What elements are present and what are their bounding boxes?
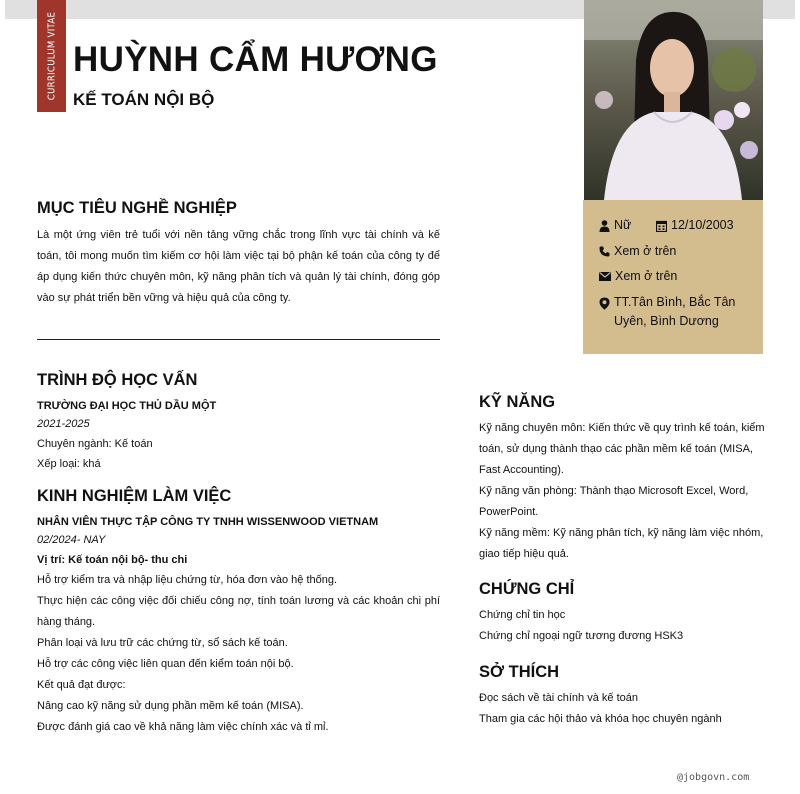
watermark: @jobgovn.com xyxy=(677,772,750,783)
education-school: TRƯỜNG ĐẠI HỌC THỦ DẦU MỘT xyxy=(37,400,217,412)
education-heading: TRÌNH ĐỘ HỌC VẤN xyxy=(37,371,198,389)
experience-line: Hỗ trợ kiểm tra và nhập liệu chứng từ, hóa đơn vào hệ thống. xyxy=(37,574,338,586)
objective-text: Là một ứng viên trẻ tuổi với nền tảng vững chắc trong lĩnh vực tài chính và kế toán, tôi mong muốn tìm kiếm cơ hội làm việc tại bộ phận kế toán của công ty để áp dụng kiến thức chuyên môn, kỹ năng phân tích và quản lý tài chính, đóng góp vào sự phát triển bền vững và hiệu quả của công ty. xyxy=(37,229,440,304)
section-divider xyxy=(37,339,440,340)
experience-details xyxy=(37,570,440,738)
certificates-heading: CHỨNG CHỈ xyxy=(479,580,575,598)
contact-info-box xyxy=(583,200,763,354)
experience-line: Hỗ trợ các công việc liên quan đến kiểm toán nội bộ. xyxy=(37,658,294,670)
phone-row xyxy=(599,242,676,261)
experience-line: Kết quả đạt được: xyxy=(37,679,126,691)
profile-photo xyxy=(584,0,763,200)
skill-item: Kỹ năng chuyên môn: Kiến thức về quy trình kế toán, kiểm toán, sử dụng thành thạo các phần mềm kế toán (MISA, Fast Accounting). xyxy=(479,422,765,476)
skills-list xyxy=(479,418,765,565)
objective-heading: MỤC TIÊU NGHỀ NGHIỆP xyxy=(37,199,237,217)
gender-value: Nữ xyxy=(614,218,632,232)
curriculum-vitae-label: CURRICULUM VITAE xyxy=(46,11,57,101)
skills-heading: KỸ NĂNG xyxy=(479,393,556,411)
education-major: Chuyên ngành: Kế toán xyxy=(37,438,153,450)
phone-icon xyxy=(599,246,610,257)
hobby-item: Tham gia các hội thảo và khóa học chuyên ngành xyxy=(479,713,722,725)
certificate-item: Chứng chỉ ngoại ngữ tương đương HSK3 xyxy=(479,630,684,642)
hobbies-list xyxy=(479,688,765,730)
email-row xyxy=(599,267,677,286)
dob-value: 12/10/2003 xyxy=(671,218,734,232)
hobby-item: Đọc sách về tài chính và kế toán xyxy=(479,692,638,704)
certificates-list xyxy=(479,605,765,647)
user-icon xyxy=(599,220,610,232)
curriculum-vitae-tab xyxy=(37,0,66,112)
location-pin-icon xyxy=(599,297,610,310)
experience-line: Được đánh giá cao về khả năng làm việc chính xác và tỉ mỉ. xyxy=(37,721,329,733)
mail-icon xyxy=(599,271,611,281)
education-period: 2021-2025 xyxy=(37,418,90,430)
candidate-role: KẾ TOÁN NỘI BỘ xyxy=(73,90,215,109)
education-grade: Xếp loại: khá xyxy=(37,458,101,470)
experience-line: Phân loại và lưu trữ các chứng từ, sổ sách kế toán. xyxy=(37,637,288,649)
experience-heading: KINH NGHIỆM LÀM VIỆC xyxy=(37,487,232,505)
skill-item: Kỹ năng mềm: Kỹ năng phân tích, kỹ năng làm việc nhóm, giao tiếp hiệu quả. xyxy=(479,527,764,560)
certificate-item: Chứng chỉ tin học xyxy=(479,609,566,621)
calendar-icon xyxy=(656,220,667,232)
dob-row xyxy=(656,216,734,235)
phone-value: Xem ở trên xyxy=(614,244,677,258)
experience-line: Thực hiện các công việc đối chiếu công nợ, tính toán lương và các khoản chi phí hàng tháng. xyxy=(37,595,440,628)
skill-item: Kỹ năng văn phòng: Thành thạo Microsoft Excel, Word, PowerPoint. xyxy=(479,485,749,518)
experience-company: NHÂN VIÊN THỰC TẬP CÔNG TY TNHH WISSENWOOD VIETNAM xyxy=(37,516,379,528)
candidate-name: HUỲNH CẨM HƯƠNG xyxy=(73,40,438,79)
email-value: Xem ở trên xyxy=(615,269,678,283)
gender-row xyxy=(599,216,631,235)
experience-line: Nâng cao kỹ năng sử dụng phần mềm kế toán (MISA). xyxy=(37,700,304,712)
address-value: TT.Tân Bình, Bắc Tân Uyên, Bình Dương xyxy=(614,295,736,328)
experience-position: Vị trí: Kế toán nội bộ- thu chi xyxy=(37,554,188,566)
experience-period: 02/2024- NAY xyxy=(37,534,106,546)
hobbies-heading: SỞ THÍCH xyxy=(479,663,560,681)
address-row xyxy=(599,293,749,331)
